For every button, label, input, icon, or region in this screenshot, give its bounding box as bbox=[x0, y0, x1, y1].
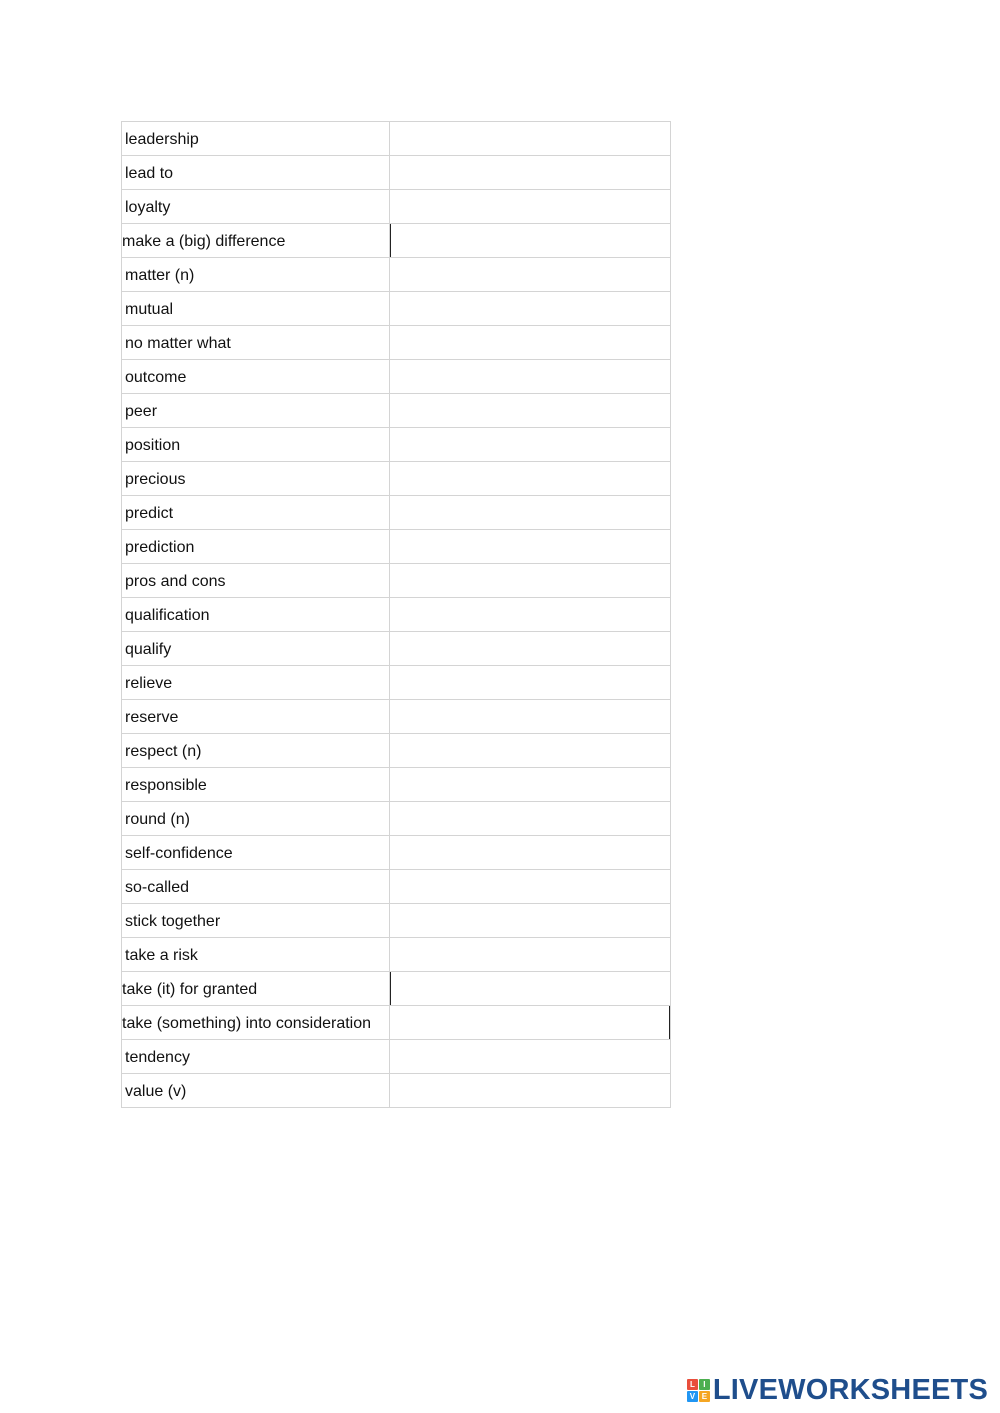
answer-input[interactable] bbox=[390, 904, 670, 937]
answer-input[interactable] bbox=[390, 1074, 670, 1107]
table-row bbox=[122, 326, 671, 360]
answer-input[interactable] bbox=[390, 496, 670, 529]
term-cell: peer bbox=[122, 394, 390, 428]
term-cell: lead to bbox=[122, 156, 390, 190]
table-row bbox=[122, 496, 671, 530]
table-row bbox=[122, 428, 671, 462]
answer-cell bbox=[390, 870, 671, 904]
table-row bbox=[122, 394, 671, 428]
answer-cell bbox=[390, 122, 671, 156]
answer-input[interactable] bbox=[390, 190, 670, 223]
table-row bbox=[122, 598, 671, 632]
answer-cell bbox=[390, 462, 671, 496]
answer-input[interactable] bbox=[390, 122, 670, 155]
answer-input[interactable] bbox=[390, 530, 670, 563]
answer-cell bbox=[390, 1074, 671, 1108]
answer-cell bbox=[390, 258, 671, 292]
term-cell: take (something) into consideration bbox=[122, 1006, 390, 1040]
table-row bbox=[122, 190, 671, 224]
term-cell: stick together bbox=[122, 904, 390, 938]
term-cell: respect (n) bbox=[122, 734, 390, 768]
table-row bbox=[122, 972, 671, 1006]
table-row bbox=[122, 530, 671, 564]
answer-input[interactable] bbox=[390, 598, 670, 631]
answer-cell bbox=[390, 666, 671, 700]
answer-input[interactable] bbox=[390, 326, 670, 359]
table-row bbox=[122, 258, 671, 292]
answer-cell bbox=[390, 802, 671, 836]
answer-input[interactable] bbox=[390, 224, 670, 257]
answer-cell bbox=[390, 598, 671, 632]
term-cell: position bbox=[122, 428, 390, 462]
term-cell: tendency bbox=[122, 1040, 390, 1074]
term-cell: value (v) bbox=[122, 1074, 390, 1108]
answer-input[interactable] bbox=[390, 360, 670, 393]
logo-letter: V bbox=[687, 1391, 698, 1402]
term-cell: pros and cons bbox=[122, 564, 390, 598]
answer-input[interactable] bbox=[390, 1006, 670, 1039]
table-row bbox=[122, 938, 671, 972]
answer-input[interactable] bbox=[390, 632, 670, 665]
logo-mark-icon bbox=[687, 1379, 710, 1402]
answer-cell bbox=[390, 360, 671, 394]
table-row bbox=[122, 768, 671, 802]
answer-input[interactable] bbox=[390, 734, 670, 767]
logo-letter: L bbox=[687, 1379, 698, 1390]
table-row bbox=[122, 1006, 671, 1040]
table-row bbox=[122, 122, 671, 156]
answer-input[interactable] bbox=[390, 700, 670, 733]
term-cell: make a (big) difference bbox=[122, 224, 390, 258]
term-cell: loyalty bbox=[122, 190, 390, 224]
answer-input[interactable] bbox=[390, 768, 670, 801]
table-row bbox=[122, 1040, 671, 1074]
table-row bbox=[122, 836, 671, 870]
term-cell: predict bbox=[122, 496, 390, 530]
table-row bbox=[122, 870, 671, 904]
term-cell: round (n) bbox=[122, 802, 390, 836]
term-cell: take (it) for granted bbox=[122, 972, 390, 1006]
answer-cell bbox=[390, 938, 671, 972]
term-cell: take a risk bbox=[122, 938, 390, 972]
answer-input[interactable] bbox=[390, 666, 670, 699]
answer-input[interactable] bbox=[390, 428, 670, 461]
table-row bbox=[122, 1074, 671, 1108]
term-cell: prediction bbox=[122, 530, 390, 564]
vocabulary-table-body bbox=[122, 122, 671, 1108]
logo-letter: E bbox=[699, 1391, 710, 1402]
answer-cell bbox=[390, 836, 671, 870]
answer-cell bbox=[390, 1040, 671, 1074]
term-cell: relieve bbox=[122, 666, 390, 700]
answer-cell bbox=[390, 564, 671, 598]
table-row bbox=[122, 632, 671, 666]
answer-input[interactable] bbox=[390, 258, 670, 291]
term-cell: self-confidence bbox=[122, 836, 390, 870]
vocabulary-table bbox=[121, 121, 671, 1108]
table-row bbox=[122, 802, 671, 836]
term-cell: reserve bbox=[122, 700, 390, 734]
answer-cell bbox=[390, 700, 671, 734]
term-cell: qualification bbox=[122, 598, 390, 632]
term-cell: outcome bbox=[122, 360, 390, 394]
answer-cell bbox=[390, 530, 671, 564]
table-row bbox=[122, 734, 671, 768]
term-cell: matter (n) bbox=[122, 258, 390, 292]
answer-cell bbox=[390, 1006, 671, 1040]
answer-input[interactable] bbox=[390, 462, 670, 495]
table-row bbox=[122, 564, 671, 598]
answer-cell bbox=[390, 904, 671, 938]
term-cell: precious bbox=[122, 462, 390, 496]
term-cell: responsible bbox=[122, 768, 390, 802]
answer-cell bbox=[390, 190, 671, 224]
answer-input[interactable] bbox=[390, 972, 670, 1005]
answer-cell bbox=[390, 768, 671, 802]
table-row bbox=[122, 462, 671, 496]
answer-input[interactable] bbox=[390, 836, 670, 869]
answer-cell bbox=[390, 972, 671, 1006]
answer-input[interactable] bbox=[390, 564, 670, 597]
answer-input[interactable] bbox=[390, 938, 670, 971]
answer-input[interactable] bbox=[390, 1040, 670, 1073]
table-row bbox=[122, 292, 671, 326]
liveworksheets-logo bbox=[687, 1376, 988, 1405]
answer-cell bbox=[390, 394, 671, 428]
table-row bbox=[122, 700, 671, 734]
table-row bbox=[122, 360, 671, 394]
term-cell: mutual bbox=[122, 292, 390, 326]
answer-input[interactable] bbox=[390, 292, 670, 325]
answer-input[interactable] bbox=[390, 870, 670, 903]
answer-cell bbox=[390, 428, 671, 462]
term-cell: no matter what bbox=[122, 326, 390, 360]
table-row bbox=[122, 224, 671, 258]
answer-input[interactable] bbox=[390, 394, 670, 427]
logo-letter: I bbox=[699, 1379, 710, 1390]
table-row bbox=[122, 156, 671, 190]
answer-cell bbox=[390, 156, 671, 190]
answer-input[interactable] bbox=[390, 156, 670, 189]
answer-cell bbox=[390, 734, 671, 768]
answer-cell bbox=[390, 292, 671, 326]
answer-cell bbox=[390, 632, 671, 666]
table-row bbox=[122, 904, 671, 938]
term-cell: leadership bbox=[122, 122, 390, 156]
logo-wordmark: LIVEWORKSHEETS bbox=[712, 1374, 988, 1406]
answer-input[interactable] bbox=[390, 802, 670, 835]
table-row bbox=[122, 666, 671, 700]
answer-cell bbox=[390, 496, 671, 530]
term-cell: so-called bbox=[122, 870, 390, 904]
answer-cell bbox=[390, 224, 671, 258]
term-cell: qualify bbox=[122, 632, 390, 666]
answer-cell bbox=[390, 326, 671, 360]
